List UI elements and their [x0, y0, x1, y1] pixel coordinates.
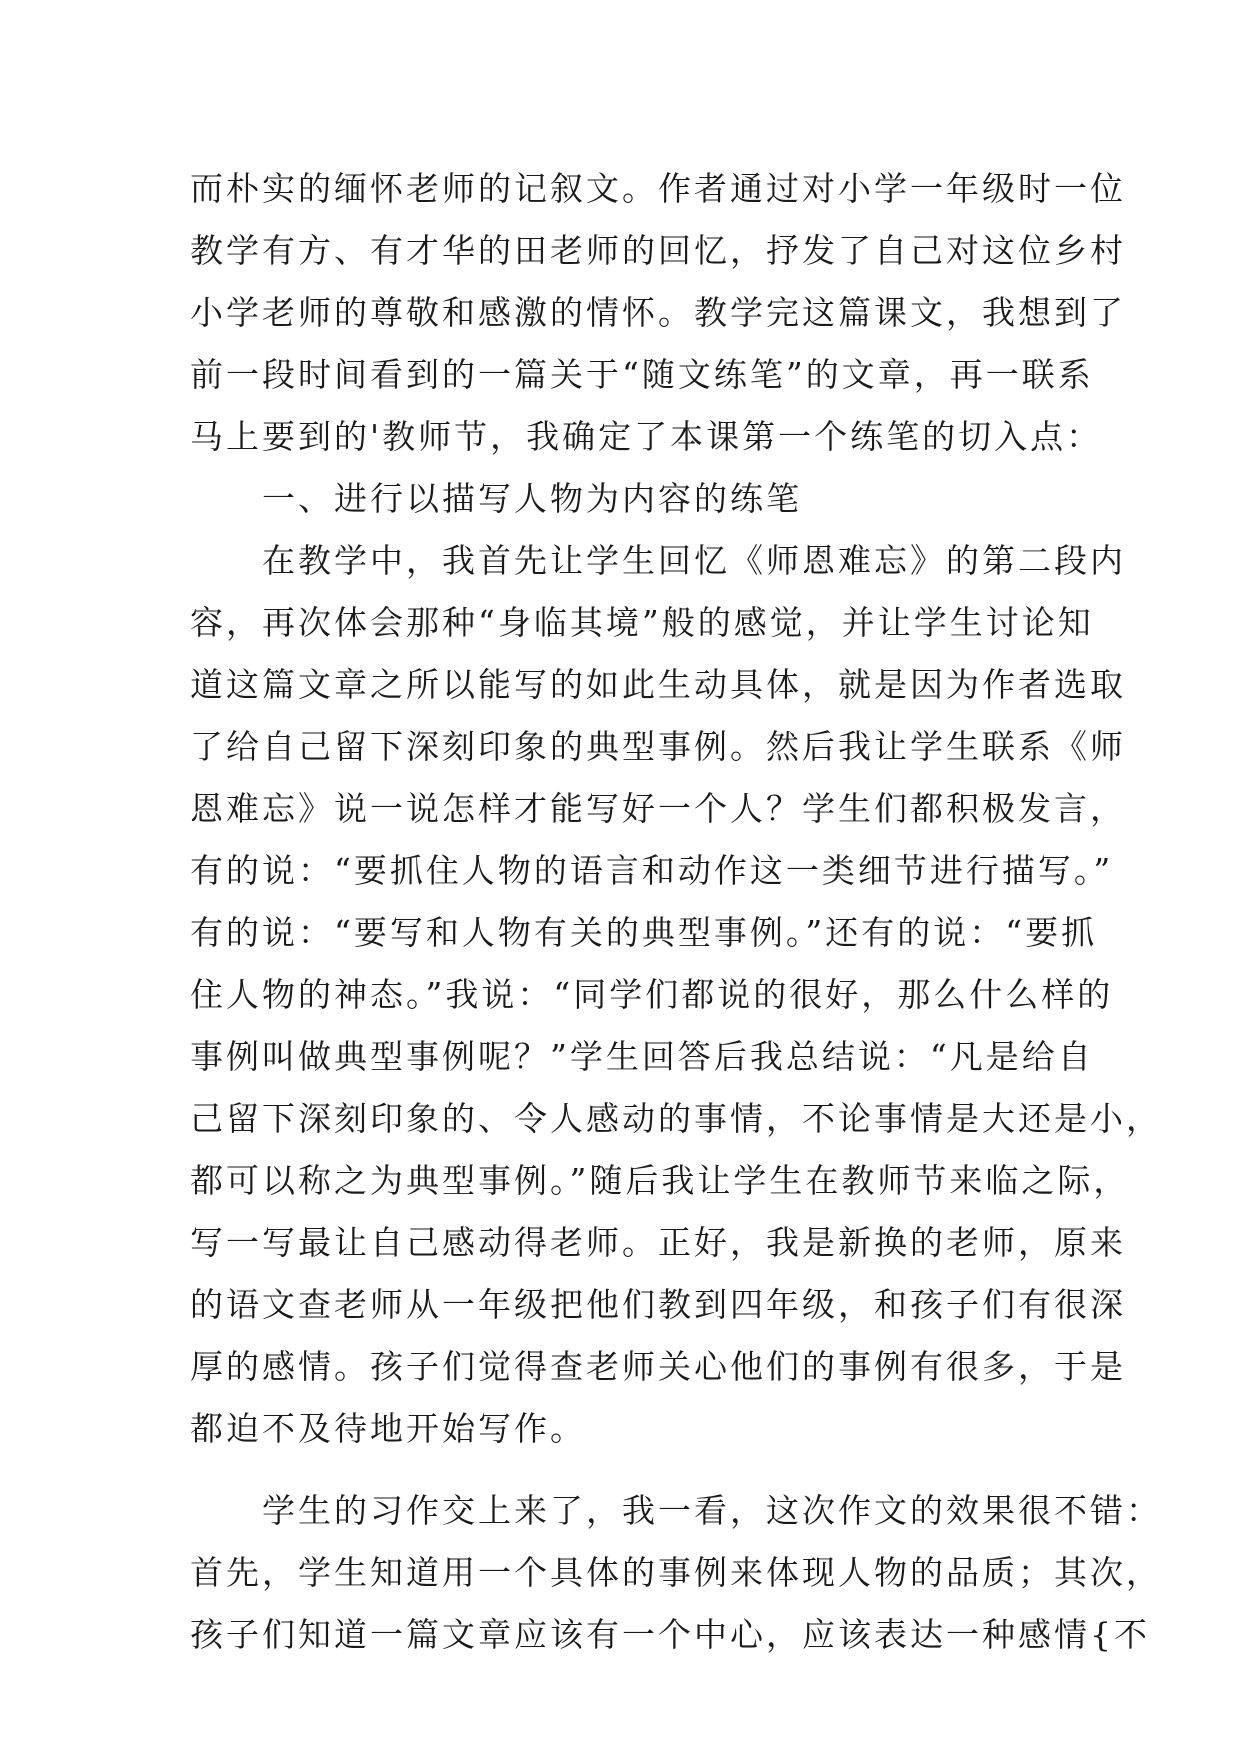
text-line: 学生的习作交上来了，我一看，这次作文的效果很不错：: [190, 1491, 1162, 1530]
text-line: 有的说：“要抓住人物的语言和动作这一类细节进行描写。”: [190, 851, 1114, 890]
text-line: 道这篇文章之所以能写的如此生动具体，就是因为作者选取: [190, 665, 1126, 704]
text-line: 而朴实的缅怀老师的记叙文。作者通过对小学一年级时一位: [190, 169, 1126, 208]
text-line: 首先，学生知道用一个具体的事例来体现人物的品质；其次，: [190, 1553, 1162, 1592]
text-line: 己留下深刻印象的、令人感动的事情，不论事情是大还是小，: [190, 1099, 1162, 1138]
text-line: 都迫不及待地开始写作。: [190, 1409, 586, 1448]
text-line: 容，再次体会那种“身临其境”般的感觉，并让学生讨论知: [190, 603, 1094, 642]
paragraph-gap: [190, 1460, 1070, 1480]
text-line: 了给自己留下深刻印象的典型事例。然后我让学生联系《师: [190, 727, 1126, 766]
text-line: 有的说：“要写和人物有关的典型事例。”还有的说：“要抓: [190, 913, 1098, 952]
text-line: 在教学中，我首先让学生回忆《师恩难忘》的第二段内: [190, 541, 1126, 580]
section-heading: 一、进行以描写人物为内容的练笔: [190, 479, 802, 518]
text-line: 前一段时间看到的一篇关于“随文练笔”的文章，再一联系: [190, 355, 1094, 394]
text-line: 厚的感情。孩子们觉得查老师关心他们的事例有很多，于是: [190, 1347, 1126, 1386]
text-line: 都可以称之为典型事例。”随后我让学生在教师节来临之际，: [190, 1161, 1130, 1200]
text-line: 恩难忘》说一说怎样才能写好一个人？学生们都积极发言，: [190, 789, 1126, 828]
text-line: 小学老师的尊敬和感激的情怀。教学完这篇课文，我想到了: [190, 293, 1126, 332]
text-line: 马上要到的'教师节，我确定了本课第一个练笔的切入点：: [190, 417, 1103, 456]
text-line: 孩子们知道一篇文章应该有一个中心，应该表达一种感情{不: [190, 1615, 1150, 1654]
text-line: 写一写最让自己感动得老师。正好，我是新换的老师，原来: [190, 1223, 1126, 1262]
text-line: 的语文查老师从一年级把他们教到四年级，和孩子们有很深: [190, 1285, 1126, 1324]
text-line: 教学有方、有才华的田老师的回忆，抒发了自己对这位乡村: [190, 231, 1126, 270]
text-line: 住人物的神态。”我说：“同学们都说的很好，那么什么样的: [190, 975, 1114, 1014]
text-line: 事例叫做典型事例呢？”学生回答后我总结说：“凡是给自: [190, 1037, 1094, 1076]
body-text: [190, 158, 1162, 1666]
